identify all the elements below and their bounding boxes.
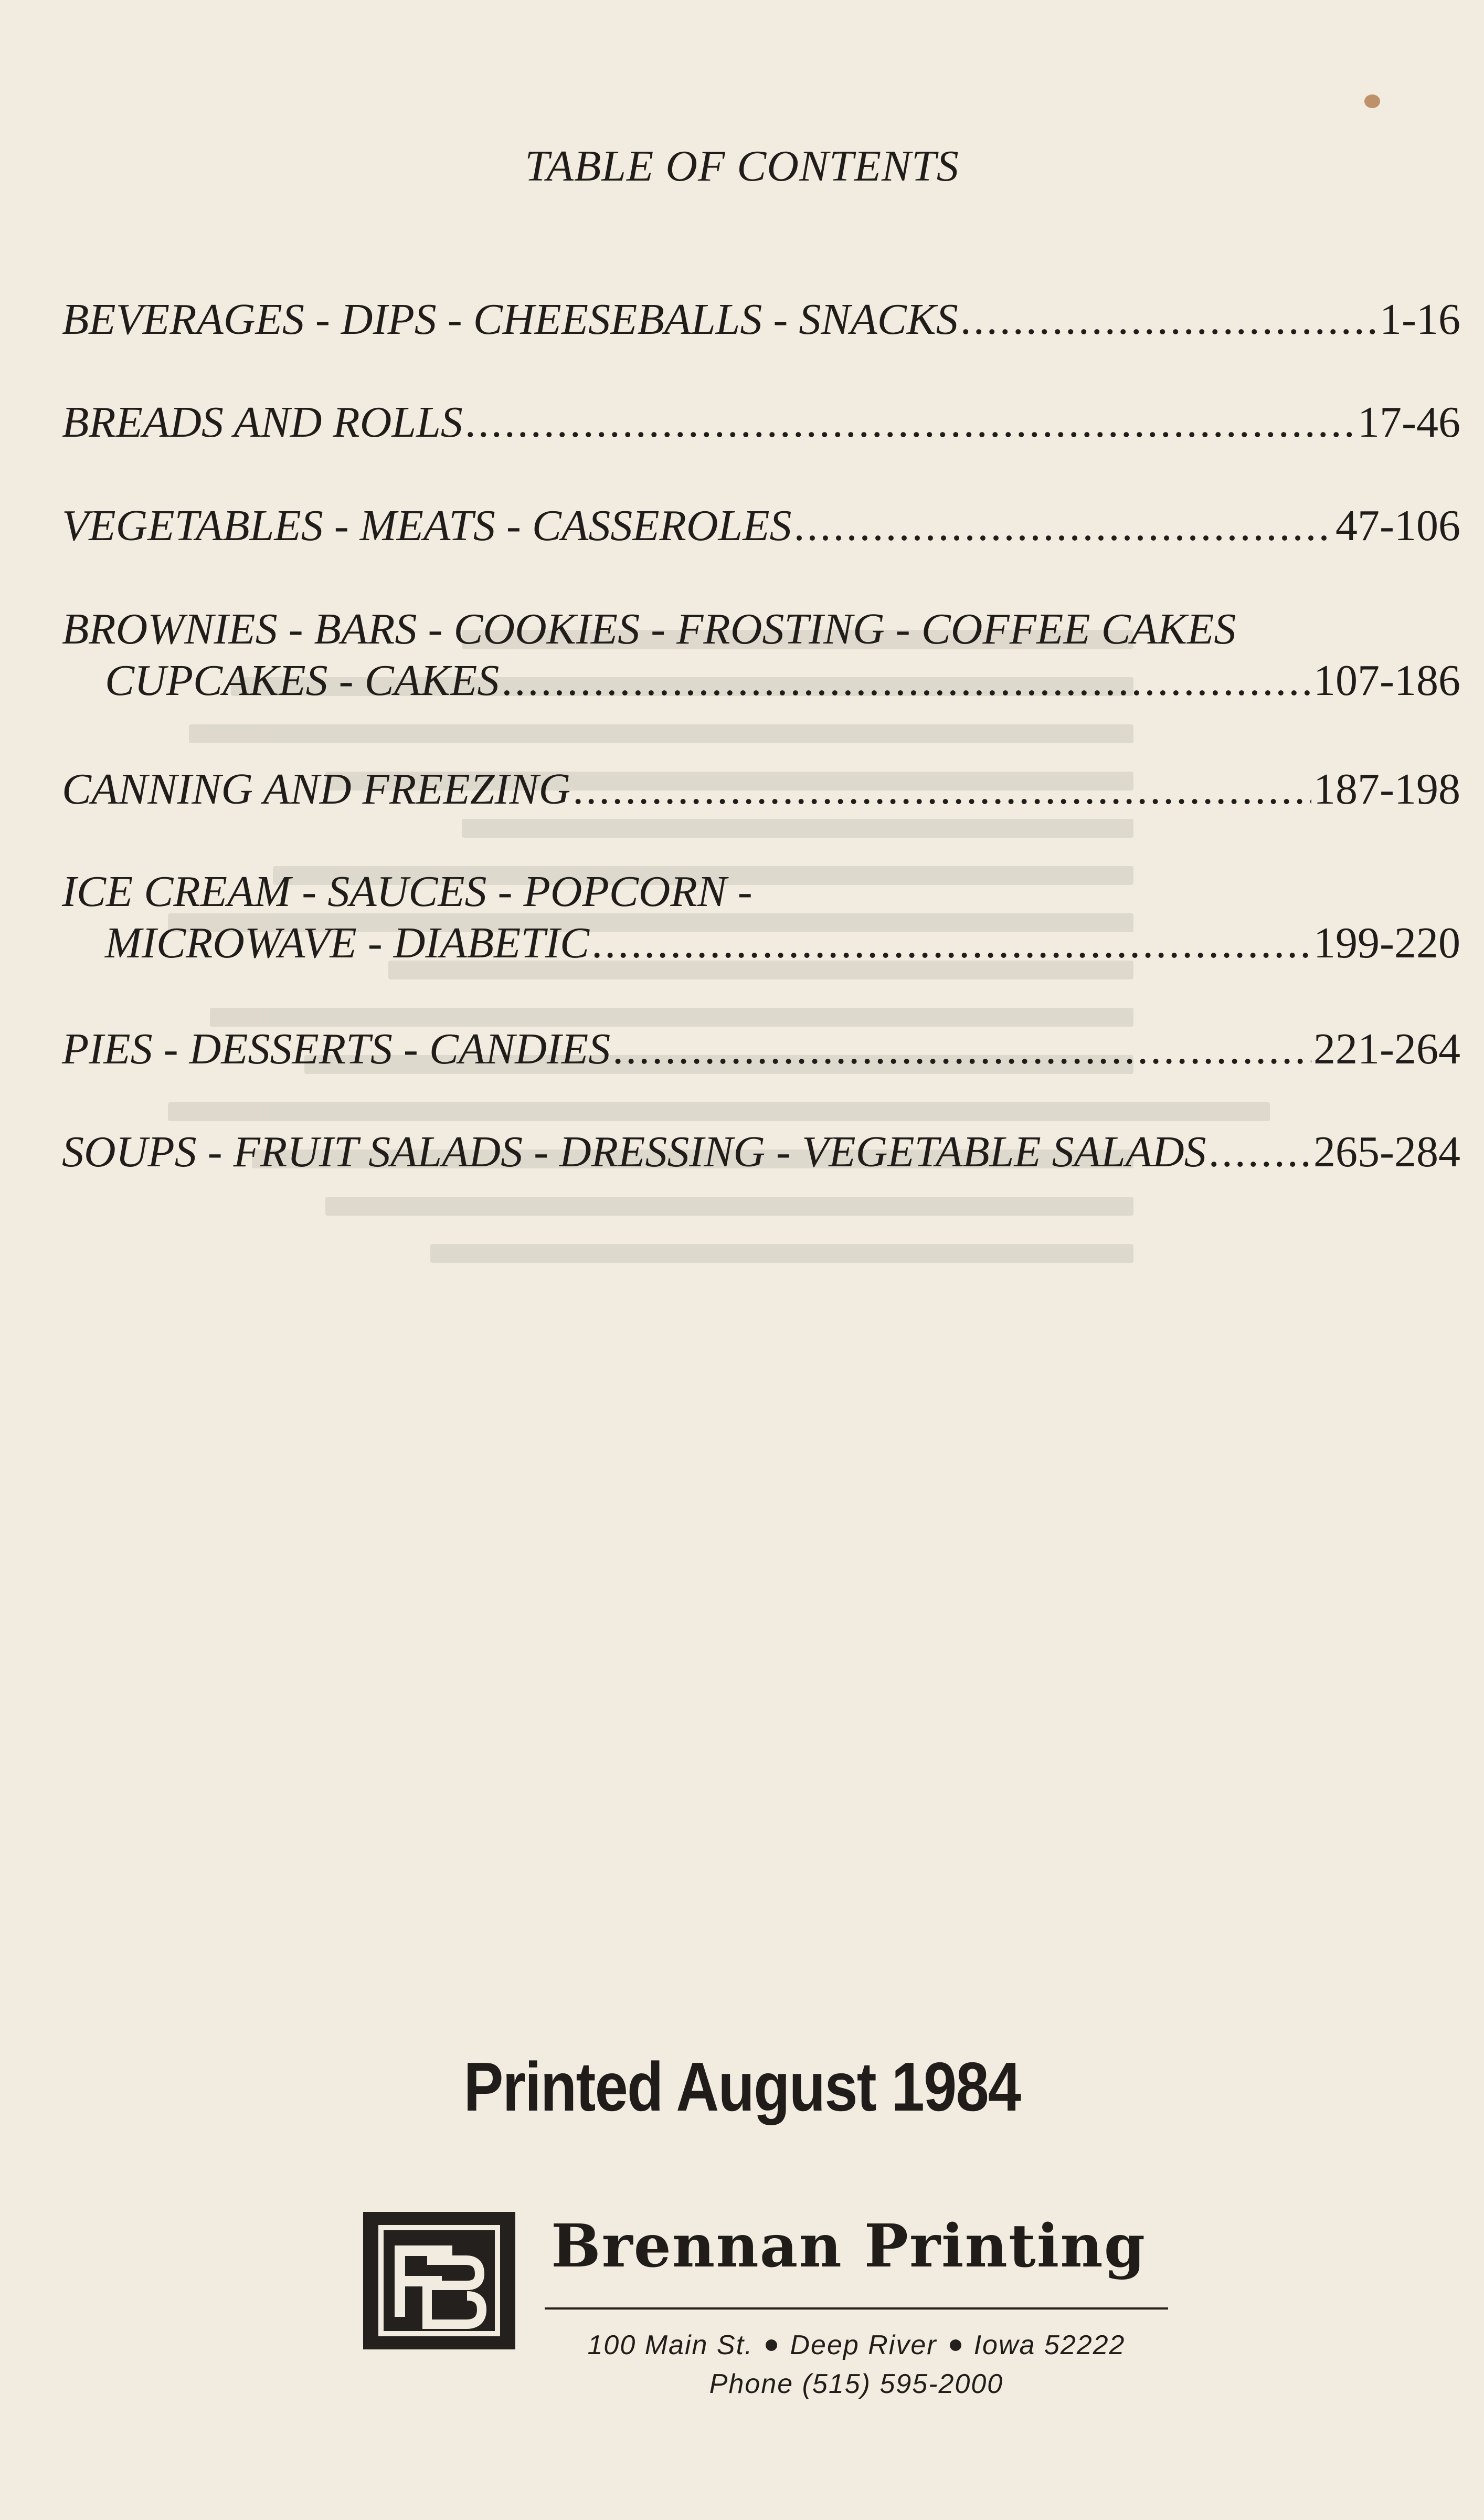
- toc-section-name: VEGETABLES - MEATS - CASSEROLES: [62, 501, 792, 550]
- toc-page-range: 187-198: [1313, 765, 1460, 814]
- toc-entry: [62, 294, 1460, 345]
- toc-section-name: BROWNIES - BARS - COOKIES - FROSTING - COFFEE CAKES: [62, 605, 1236, 653]
- phone: Phone (515) 595-2000: [709, 2369, 1004, 2399]
- paper-stain: [1364, 94, 1380, 108]
- toc-title: TABLE OF CONTENTS: [525, 142, 959, 191]
- toc-entry: [62, 500, 1460, 552]
- toc-page-range: 221-264: [1313, 1025, 1460, 1073]
- toc-line: [62, 500, 1460, 552]
- toc-page-range: 199-220: [1313, 919, 1460, 967]
- toc-line: [62, 1024, 1460, 1075]
- brand-name: Brennan Printing: [551, 2212, 1147, 2281]
- address-street: 100 Main St.: [587, 2330, 754, 2360]
- address-state-zip: Iowa 52222: [973, 2330, 1126, 2360]
- toc-page-range: 265-284: [1313, 1127, 1460, 1176]
- toc-line: [62, 294, 1460, 345]
- toc-section-name: CUPCAKES - CAKES: [105, 656, 500, 705]
- printed-date: Printed August 1984: [463, 2048, 1021, 2125]
- dot-leader: [794, 500, 1334, 552]
- toc-entry: [62, 764, 1460, 815]
- dot-leader: [501, 655, 1311, 707]
- toc-section-name: ICE CREAM - SAUCES - POPCORN -: [62, 867, 752, 916]
- toc-entry: [62, 397, 1460, 448]
- toc-line: [62, 397, 1460, 448]
- toc-page-range: 47-106: [1335, 501, 1460, 550]
- dot-leader: [591, 918, 1311, 969]
- brand-divider: [545, 2307, 1168, 2310]
- toc-page-range: 17-46: [1358, 398, 1460, 447]
- toc-line: [62, 604, 1460, 655]
- toc-entry: [62, 866, 1460, 969]
- address-city: Deep River: [790, 2330, 937, 2360]
- toc-page-range: 107-186: [1313, 656, 1460, 705]
- dot-leader: [1209, 1126, 1311, 1178]
- dot-leader: [465, 397, 1355, 448]
- toc-section-name: BEVERAGES - DIPS - CHEESEBALLS - SNACKS: [62, 295, 958, 344]
- toc-entry: [62, 1126, 1460, 1178]
- toc-section-name: CANNING AND FREEZING: [62, 765, 571, 814]
- toc-line: [62, 866, 1460, 918]
- bullet-icon: [950, 2339, 961, 2351]
- bullet-icon: [766, 2339, 777, 2351]
- toc-section-name: MICROWAVE - DIABETIC: [105, 919, 590, 967]
- dot-leader: [573, 764, 1311, 815]
- toc-entry: [62, 1024, 1460, 1075]
- toc-section-name: SOUPS - FRUIT SALADS - DRESSING - VEGETABLE SALADS: [62, 1127, 1206, 1176]
- toc-page-range: 1-16: [1380, 295, 1460, 344]
- dot-leader: [612, 1024, 1311, 1075]
- dot-leader: [960, 294, 1377, 345]
- bp-logo-icon: [363, 2212, 515, 2349]
- toc-entry: [62, 604, 1460, 707]
- toc-line: [62, 764, 1460, 815]
- toc-line: [62, 918, 1460, 969]
- toc-section-name: BREADS AND ROLLS: [62, 398, 463, 447]
- address: [545, 2329, 1168, 2361]
- toc-line: [62, 655, 1460, 707]
- toc-line: [62, 1126, 1460, 1178]
- toc-section-name: PIES - DESSERTS - CANDIES: [62, 1025, 611, 1073]
